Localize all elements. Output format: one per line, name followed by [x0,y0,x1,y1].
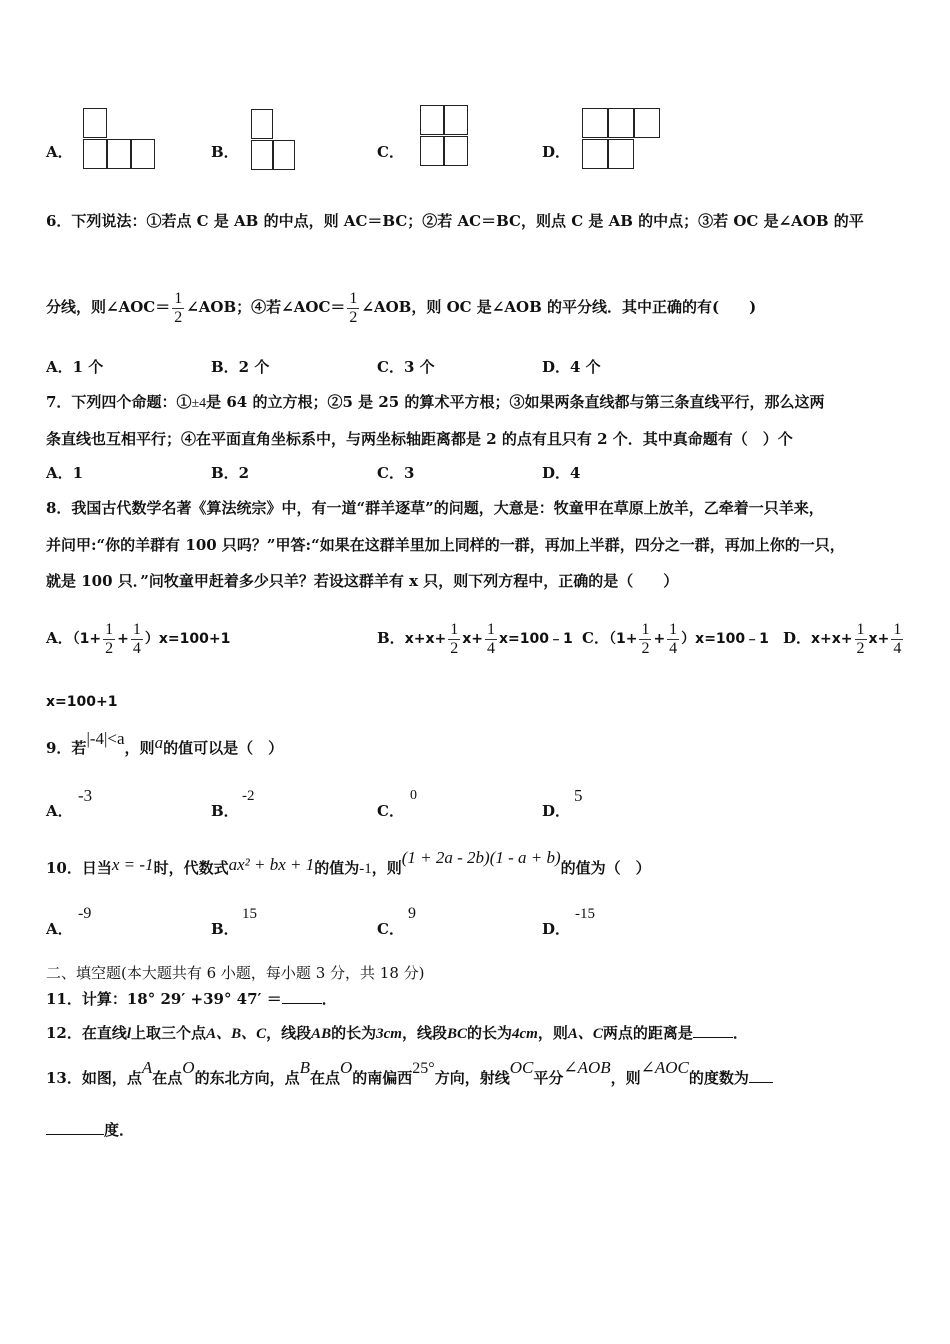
q13-line1: 13．如图，点A在点O的东北方向，点B在点O的南偏西25°方向，射线OC平分∠AOB，则∠AOC的度数为 [46,1068,773,1089]
q8-line3: 就是 100 只．”问牧童甲赶着多少只羊？若设这群羊有 x 只，则下列方程中，正确的是（ ） [46,572,679,590]
q6-line1: 6．下列说法：①若点 C 是 AB 的中点，则 AC＝BC；②若 AC＝BC，则点 C 是 AB 的中点；③若 OC 是∠AOB 的平 [46,212,864,230]
q6-option-a: A．1 个 [46,358,104,376]
q9-stem: 9．若|-4|<a，则a的值可以是（ ） [46,729,284,757]
q5-option-b-letter: B． [211,143,239,161]
q8-option-d-continued: x=100+1 [46,694,118,710]
q7-option-b: B．2 [211,464,250,482]
q6-fraction-1: $\frac{1}{2}$ [174,289,183,326]
q10-condition: x = -1 [111,855,154,874]
q8-line1: 8．我国古代数学名著《算法统宗》中，有一道“群羊逐草”的问题，大意是：牧童甲在草原上放羊，乙牵着一只羊来， [46,499,824,517]
q5-option-a-letter: A． [46,143,73,161]
q13-line2: 度． [46,1120,134,1140]
q5-option-d-letter: D． [542,143,571,161]
q10-stem: 10．日当x = -1时，代数式ax² + bx + 1的值为-1，则(1 + 2a - 2b)(1 - a + b)的值为（ ） [46,848,651,877]
q6-line2-c: ∠AOB，则 OC 是∠AOB 的平分线．其中正确的有( ) [361,298,757,316]
q7-line1: 7．下列四个命题：①±4是 64 的立方根；②5 是 25 的算术平方根；③如果两条直线都与第三条直线平行，那么这两 [46,393,825,411]
q6-option-d: D．4 个 [542,358,601,376]
q7-line2: 条直线也互相平行；④在平面直角坐标系中，与两坐标轴距离都是 2 的点有且只有 2 个．其中真命题有（ ）个 [46,430,793,448]
q8-option-a: A．（1+ $\frac{1}{2}$ + $\frac{1}{4}$ ）x=100+1 [46,620,231,657]
q6-line2-b: ∠AOB；④若∠AOC＝ [186,298,346,316]
q7-plusminus: ±4 [191,396,207,411]
q8-option-c: C．（1+ $\frac{1}{2}$ + $\frac{1}{4}$ ）x=100﹣1 [582,620,769,657]
q6-fraction-2: $\frac{1}{2}$ [349,289,358,326]
q6-line2-a: 分线，则∠AOC＝ [46,298,171,316]
q10-expression: ax² + bx + 1 [228,855,315,874]
q6-option-c: C．3 个 [377,358,435,376]
q7-option-d: D．4 [542,464,581,482]
section2-heading: 二、填空题(本大题共有 6 小题，每小题 3 分，共 18 分) [46,964,425,982]
q5-option-c-letter: C． [377,143,404,161]
q6-line2 [46,277,756,337]
q8-option-d: D．x+x+ $\frac{1}{2}$ x+ $\frac{1}{4}$ [783,620,902,657]
q7-option-a: A．1 [46,464,84,482]
q6-option-b: B．2 个 [211,358,270,376]
q12: 12．在直线l上取三个点A、B、C，线段AB的长为3cm，线段BC的长为4cm，则A、C两点的距离是 ． [46,1024,748,1042]
q8-line2: 并问甲:“你的羊群有 100 只吗？”甲答:“如果在这群羊里加上同样的一群，再加上半群，四分之一群，再加上你的一只， [46,536,845,554]
q9-inequality: |-4|<a [86,729,125,748]
q11: 11．计算：18° 29′ +39° 47′ ＝ ． [46,990,337,1008]
q7-option-c: C．3 [377,464,415,482]
q10-expression-2: (1 + 2a - 2b)(1 - a + b) [401,848,561,867]
q8-option-b: B．x+x+ $\frac{1}{2}$ x+ $\frac{1}{4}$ x=100﹣1 [377,620,573,657]
